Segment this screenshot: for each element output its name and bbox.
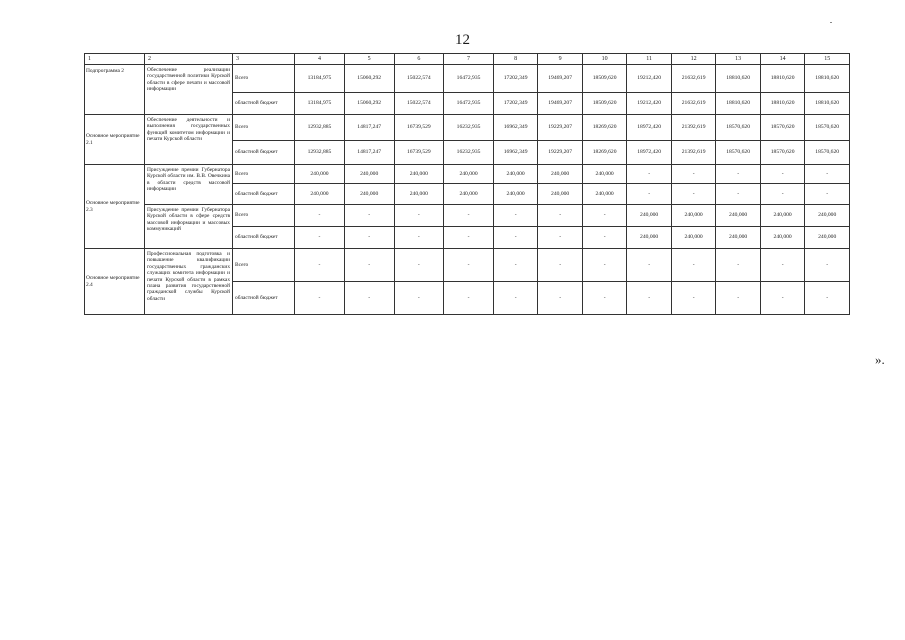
amount-cell: 12932,885	[295, 141, 345, 165]
amount-cell: -	[582, 249, 627, 282]
amount-cell: -	[538, 227, 583, 249]
amount-cell: 18810,620	[760, 93, 805, 115]
amount-cell: -	[582, 205, 627, 227]
amount-cell: -	[493, 249, 538, 282]
amount-cell: -	[716, 184, 761, 205]
table-row	[85, 205, 850, 227]
description-cell: Профессиональная подготовка и повышение квалификации государственных гражданских служащих комитета информации и печати Курской области в рамках плана развития государственной гражданской службы Курской области	[145, 249, 233, 315]
amount-cell: 15060,292	[344, 93, 394, 115]
amount-cell: 240,000	[582, 165, 627, 184]
amount-cell: 18570,620	[760, 141, 805, 165]
amount-cell: 18509,620	[582, 93, 627, 115]
amount-cell: 16232,935	[444, 141, 494, 165]
amount-cell: 15022,574	[394, 93, 444, 115]
amount-cell: 240,000	[444, 184, 494, 205]
amount-cell: 18570,620	[805, 141, 850, 165]
header-cell: 14	[760, 54, 805, 65]
amount-cell: 240,000	[671, 227, 716, 249]
amount-cell: -	[344, 205, 394, 227]
amount-cell: -	[582, 227, 627, 249]
amount-cell: 21392,619	[671, 141, 716, 165]
closing-quote-mark: ».	[875, 352, 885, 367]
amount-cell: 18570,620	[805, 115, 850, 141]
amount-cell: -	[760, 165, 805, 184]
funding-source-cell: Всего	[233, 205, 295, 227]
amount-cell: 240,000	[493, 184, 538, 205]
amount-cell: 18810,620	[805, 93, 850, 115]
amount-cell: -	[493, 282, 538, 315]
header-cell: 13	[716, 54, 761, 65]
amount-cell: 18570,620	[760, 115, 805, 141]
header-cell: 12	[671, 54, 716, 65]
funding-source-cell: Всего	[233, 249, 295, 282]
amount-cell: 18570,620	[716, 141, 761, 165]
amount-cell: 16472,935	[444, 65, 494, 93]
amount-cell: 13184,975	[295, 93, 345, 115]
amount-cell: 18570,620	[716, 115, 761, 141]
amount-cell: -	[627, 282, 672, 315]
amount-cell: -	[716, 282, 761, 315]
page-number: 12	[455, 32, 470, 48]
amount-cell: -	[295, 205, 345, 227]
amount-cell: -	[394, 249, 444, 282]
amount-cell: 18269,620	[582, 141, 627, 165]
amount-cell: 240,000	[716, 227, 761, 249]
amount-cell: 15060,292	[344, 65, 394, 93]
amount-cell: 21632,619	[671, 65, 716, 93]
budget-table	[84, 53, 850, 315]
amount-cell: -	[671, 282, 716, 315]
amount-cell: 240,000	[627, 205, 672, 227]
amount-cell: 19229,207	[538, 115, 583, 141]
amount-cell: 240,000	[582, 184, 627, 205]
amount-cell: 14817,247	[344, 115, 394, 141]
amount-cell: 12932,885	[295, 115, 345, 141]
description-cell: Присуждение премии Губернатора Курской области в сфере средств массовой информации и массовых коммуникаций	[145, 205, 233, 249]
amount-cell: -	[394, 282, 444, 315]
amount-cell: 18972,420	[627, 115, 672, 141]
amount-cell: 16739,529	[394, 115, 444, 141]
amount-cell: 13184,975	[295, 65, 345, 93]
table-body	[85, 54, 850, 315]
amount-cell: 240,000	[760, 227, 805, 249]
funding-source-cell: областной бюджет	[233, 227, 295, 249]
amount-cell: 240,000	[538, 184, 583, 205]
amount-cell: -	[344, 227, 394, 249]
activity-name-cell: Основное мероприятие 2.1	[85, 115, 145, 165]
amount-cell: -	[295, 282, 345, 315]
amount-cell: -	[538, 249, 583, 282]
activity-name-cell: Основное мероприятие 2.3	[85, 165, 145, 249]
amount-cell: 240,000	[295, 165, 345, 184]
header-cell: 6	[394, 54, 444, 65]
amount-cell: 240,000	[295, 184, 345, 205]
header-cell: 8	[493, 54, 538, 65]
header-cell: 11	[627, 54, 672, 65]
amount-cell: 14817,247	[344, 141, 394, 165]
header-cell: 7	[444, 54, 494, 65]
amount-cell: -	[671, 165, 716, 184]
amount-cell: -	[627, 165, 672, 184]
amount-cell: -	[805, 282, 850, 315]
amount-cell: 240,000	[344, 165, 394, 184]
amount-cell: 240,000	[716, 205, 761, 227]
funding-source-cell: областной бюджет	[233, 282, 295, 315]
header-cell: 15	[805, 54, 850, 65]
header-cell: 10	[582, 54, 627, 65]
amount-cell: 21632,619	[671, 93, 716, 115]
funding-source-cell: областной бюджет	[233, 93, 295, 115]
activity-name-cell: Основное мероприятие 2.4	[85, 249, 145, 315]
amount-cell: 18810,620	[716, 65, 761, 93]
amount-cell: 19469,207	[538, 65, 583, 93]
funding-source-cell: областной бюджет	[233, 141, 295, 165]
amount-cell: 18810,620	[716, 93, 761, 115]
funding-source-cell: областной бюджет	[233, 184, 295, 205]
amount-cell: 19212,420	[627, 65, 672, 93]
header-cell: 2	[145, 54, 233, 65]
amount-cell: -	[295, 249, 345, 282]
header-cell: 5	[344, 54, 394, 65]
amount-cell: 21392,619	[671, 115, 716, 141]
amount-cell: 17202,349	[493, 93, 538, 115]
amount-cell: 17202,349	[493, 65, 538, 93]
table-row	[85, 165, 850, 184]
amount-cell: 240,000	[671, 205, 716, 227]
amount-cell: -	[582, 282, 627, 315]
amount-cell: -	[493, 205, 538, 227]
amount-cell: 16739,529	[394, 141, 444, 165]
amount-cell: 19469,207	[538, 93, 583, 115]
amount-cell: -	[805, 184, 850, 205]
description-cell: Присуждение премии Губернатора Курской области им. В.В. Овечкина в области средств массовой информации	[145, 165, 233, 205]
amount-cell: 16232,935	[444, 115, 494, 141]
amount-cell: -	[805, 249, 850, 282]
amount-cell: -	[760, 249, 805, 282]
amount-cell: 240,000	[394, 184, 444, 205]
amount-cell: 240,000	[444, 165, 494, 184]
amount-cell: 16962,349	[493, 141, 538, 165]
amount-cell: -	[671, 184, 716, 205]
amount-cell: 240,000	[493, 165, 538, 184]
amount-cell: -	[444, 249, 494, 282]
table-row	[85, 249, 850, 282]
amount-cell: -	[295, 227, 345, 249]
amount-cell: -	[394, 205, 444, 227]
amount-cell: 15022,574	[394, 65, 444, 93]
amount-cell: -	[444, 227, 494, 249]
description-cell: Обеспечение реализации государственной политики Курской области в сфере печати и массовой информации	[145, 65, 233, 115]
header-row	[85, 54, 850, 65]
amount-cell: -	[760, 184, 805, 205]
amount-cell: -	[805, 165, 850, 184]
funding-source-cell: Всего	[233, 65, 295, 93]
amount-cell: 18269,620	[582, 115, 627, 141]
amount-cell: 240,000	[627, 227, 672, 249]
amount-cell: -	[444, 282, 494, 315]
amount-cell: -	[760, 282, 805, 315]
amount-cell: -	[716, 165, 761, 184]
header-cell: 9	[538, 54, 583, 65]
funding-source-cell: Всего	[233, 165, 295, 184]
amount-cell: -	[344, 249, 394, 282]
amount-cell: 19212,420	[627, 93, 672, 115]
amount-cell: 240,000	[394, 165, 444, 184]
amount-cell: 16962,349	[493, 115, 538, 141]
scan-speck	[830, 22, 832, 23]
amount-cell: 240,000	[805, 227, 850, 249]
amount-cell: 240,000	[538, 165, 583, 184]
amount-cell: -	[538, 282, 583, 315]
amount-cell: -	[444, 205, 494, 227]
amount-cell: 16472,935	[444, 93, 494, 115]
description-cell: Обеспечение деятельности и выполнения государственных функций комитетом информации и печати Курской области	[145, 115, 233, 165]
amount-cell: -	[627, 249, 672, 282]
amount-cell: 240,000	[805, 205, 850, 227]
amount-cell: -	[344, 282, 394, 315]
amount-cell: 18972,420	[627, 141, 672, 165]
header-cell: 3	[233, 54, 295, 65]
amount-cell: -	[538, 205, 583, 227]
amount-cell: 240,000	[344, 184, 394, 205]
table-row	[85, 115, 850, 141]
amount-cell: 19229,207	[538, 141, 583, 165]
funding-source-cell: Всего	[233, 115, 295, 141]
amount-cell: 18810,620	[805, 65, 850, 93]
amount-cell: -	[671, 249, 716, 282]
amount-cell: -	[627, 184, 672, 205]
table-row	[85, 65, 850, 93]
amount-cell: -	[716, 249, 761, 282]
amount-cell: 18509,620	[582, 65, 627, 93]
activity-name-cell: Подпрограмма 2	[85, 65, 145, 115]
amount-cell: 18810,620	[760, 65, 805, 93]
amount-cell: 240,000	[760, 205, 805, 227]
amount-cell: -	[394, 227, 444, 249]
header-cell: 4	[295, 54, 345, 65]
amount-cell: -	[493, 227, 538, 249]
header-cell: 1	[85, 54, 145, 65]
